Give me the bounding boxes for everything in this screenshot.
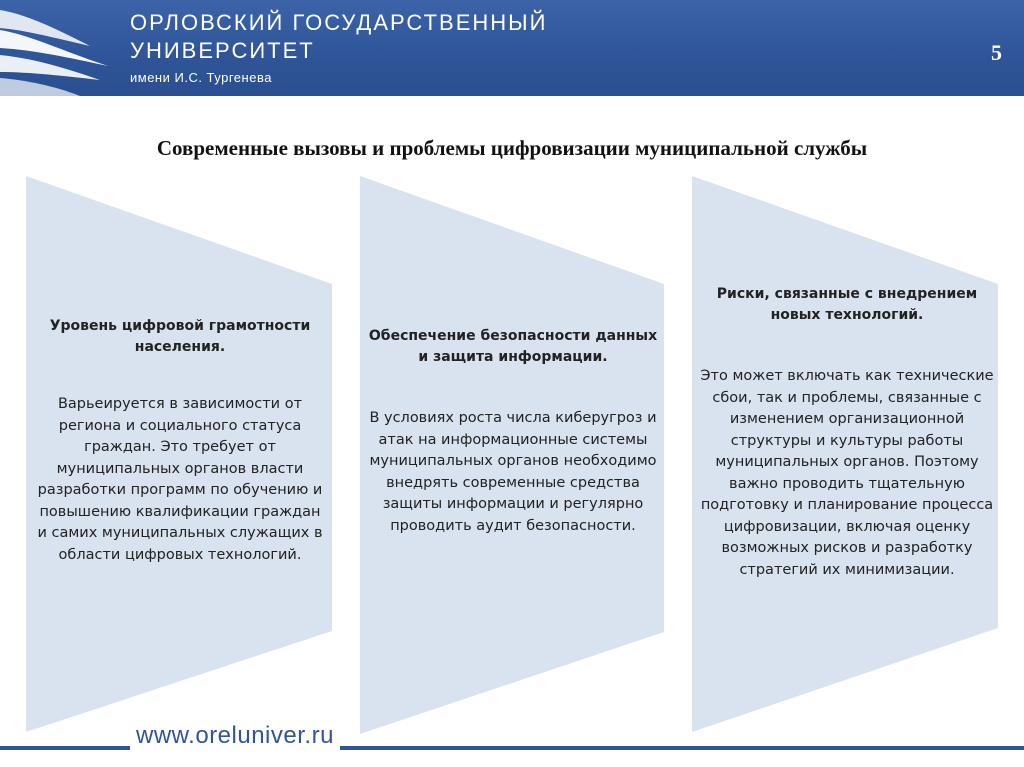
- panel-3-body: Это может включать как технические сбои, так и проблемы, связанные с изменением организационной структуры и культуры работы муниципальных органов. Поэтому важно проводить тщательную подготовку и планирование процесса цифровизации, включая оценку возможных рисков и разработку стратегий их минимизации.: [700, 368, 994, 578]
- university-name-line2: УНИВЕРСИТЕТ: [130, 38, 315, 63]
- panel-3: [700, 284, 994, 581]
- university-name-line1: ОРЛОВСКИЙ ГОСУДАРСТВЕННЫЙ: [130, 10, 548, 35]
- footer-url[interactable]: www.oreluniver.ru: [130, 722, 340, 750]
- panel-1: [34, 316, 326, 566]
- panel-2: [368, 326, 658, 537]
- panel-1-heading: Уровень цифровой грамотности населения.: [49, 318, 311, 355]
- header-banner: [0, 0, 1024, 96]
- panel-3-heading: Риски, связанные с внедрением новых технологий.: [716, 286, 978, 323]
- slide-title: Современные вызовы и проблемы цифровизации муниципальной службы: [156, 136, 868, 160]
- panel-2-heading: Обеспечение безопасности данных и защита информации.: [368, 328, 658, 365]
- university-name-line3: имени И.С. Тургенева: [130, 70, 272, 85]
- panel-1-body: Варьеируется в зависимости от региона и социального статуса граждан. Это требует от муниципальных органов власти разработки программ по обучению и повышению квалификации граждан и самих муниципальных служащих в области цифровых технологий.: [37, 396, 323, 563]
- bird-wing-logo-icon: [0, 0, 120, 96]
- panel-2-body: В условиях роста числа киберугроз и атак на информационные системы муниципальных органов необходимо внедрять современные средства защиты информации и регулярно проводить аудит безопасности.: [369, 410, 657, 534]
- page-number: 5: [991, 40, 1002, 65]
